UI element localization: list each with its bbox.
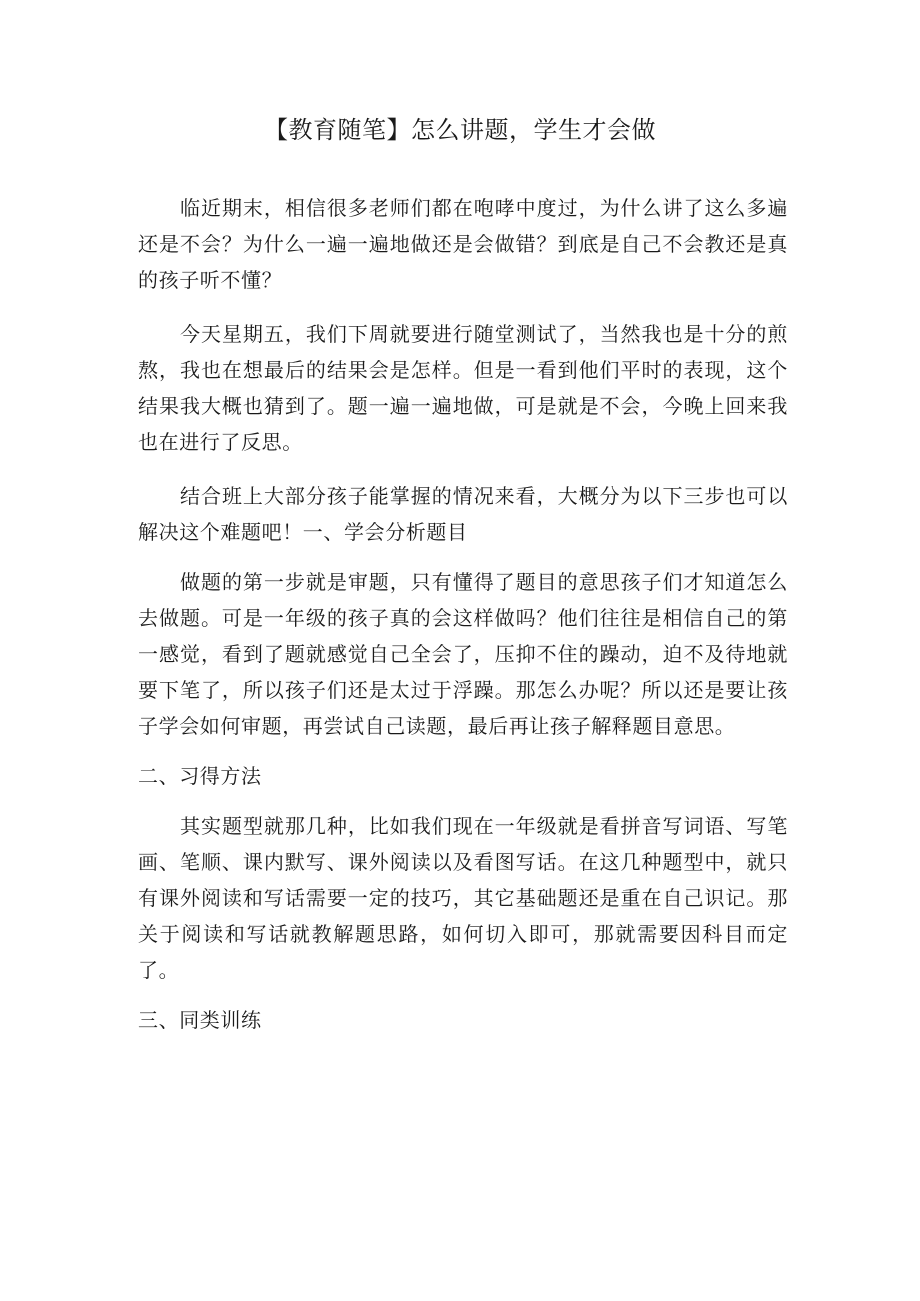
paragraph-1: 临近期末，相信很多老师们都在咆哮中度过，为什么讲了这么多遍还是不会？为什么一遍一遍地做还是会做错？到底是自己不会教还是真的孩子听不懂？ xyxy=(138,196,788,292)
document-title: 【教育随笔】怎么讲题，学生才会做 xyxy=(264,116,656,144)
paragraph-4: 做题的第一步就是审题，只有懂得了题目的意思孩子们才知道怎么去做题。可是一年级的孩子真的会这样做吗？他们往往是相信自己的第一感觉，看到了题就感觉自己全会了，压抑不住的躁动，迫不及待地就要下笔了，所以孩子们还是太过于浮躁。那怎么办呢？所以还是要让孩子学会如何审题，再尝试自己读题，最后再让孩子解释题目意思。 xyxy=(138,570,788,738)
paragraph-3: 结合班上大部分孩子能掌握的情况来看，大概分为以下三步也可以解决这个难题吧！一、学会分析题目 xyxy=(138,484,788,544)
section-heading-2: 二、习得方法 xyxy=(138,764,262,788)
section-heading-3: 三、同类训练 xyxy=(138,1008,262,1032)
document-body xyxy=(138,190,788,1038)
paragraph-5: 其实题型就那几种，比如我们现在一年级就是看拼音写词语、写笔画、笔顺、课内默写、课外阅读以及看图写话。在这几种题型中，就只有课外阅读和写话需要一定的技巧，其它基础题还是重在自己识记。那关于阅读和写话就教解题思路，如何切入即可，那就需要因科目而定了。 xyxy=(138,814,788,982)
paragraph-2: 今天星期五，我们下周就要进行随堂测试了，当然我也是十分的煎熬，我也在想最后的结果会是怎样。但是一看到他们平时的表现，这个结果我大概也猜到了。题一遍一遍地做，可是就是不会，今晚上回来我也在进行了反思。 xyxy=(138,322,788,454)
